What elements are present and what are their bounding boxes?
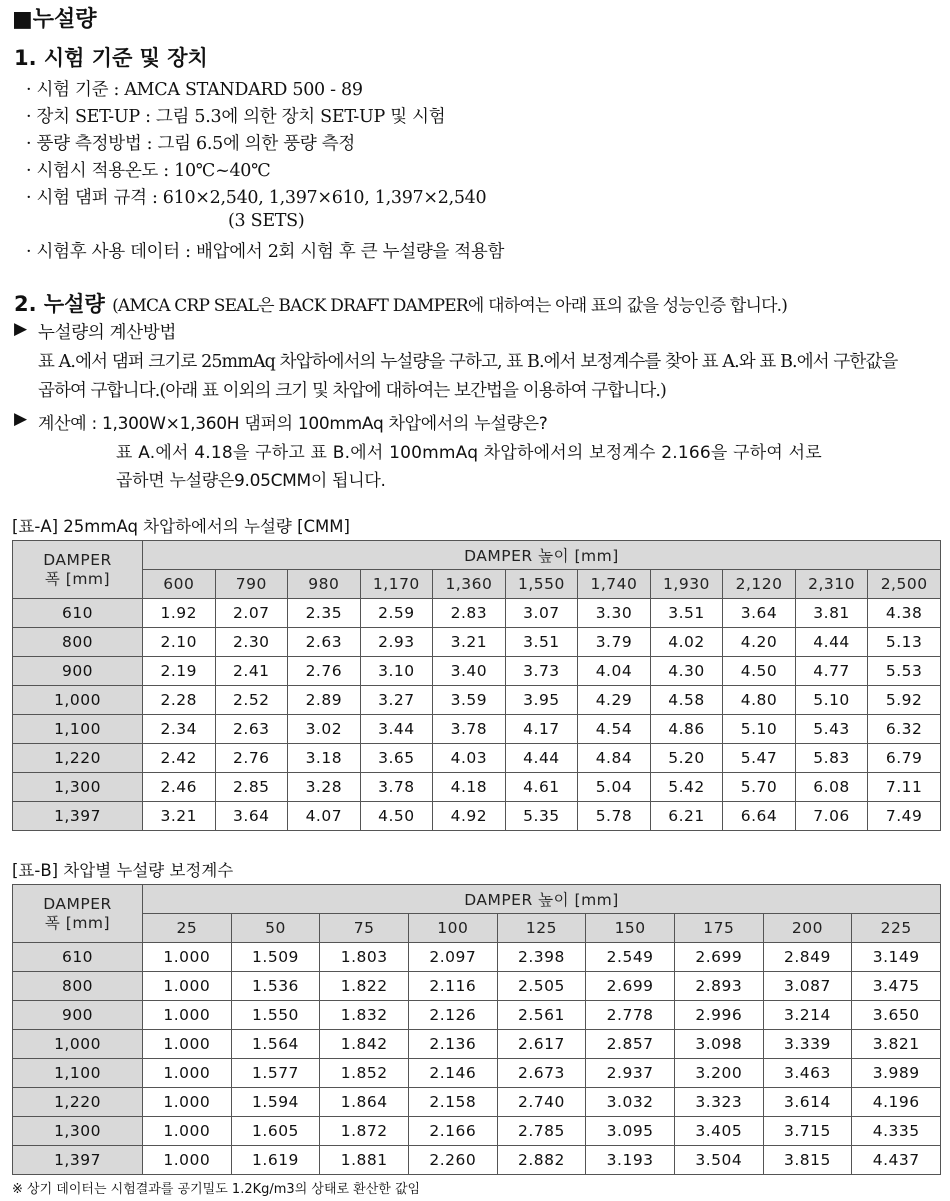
table-a-cell: 5.70 xyxy=(723,773,796,802)
table-a-row-label: 1,000 xyxy=(13,686,143,715)
table-a-cell: 7.49 xyxy=(868,802,941,831)
page-title: ■누설량 xyxy=(12,7,97,32)
spec-item-setup: · 장치 SET-UP : 그림 5.3에 의한 장치 SET-UP 및 시험 xyxy=(26,107,446,127)
table-b-cell: 1.842 xyxy=(320,1030,409,1059)
table-b-cell: 1.550 xyxy=(231,1001,320,1030)
table-b-row xyxy=(13,1030,941,1059)
table-a-row xyxy=(13,802,941,831)
table-b-group-header: DAMPER 높이 [mm] xyxy=(143,885,941,914)
table-a-cell: 4.58 xyxy=(650,686,723,715)
table-b-cell: 1.577 xyxy=(231,1059,320,1088)
table-b-cell: 2.398 xyxy=(497,943,586,972)
table-a-column-header: 1,930 xyxy=(650,570,723,599)
table-b-cell: 2.561 xyxy=(497,1001,586,1030)
table-b-cell: 1.536 xyxy=(231,972,320,1001)
table-b-column-header: 125 xyxy=(497,914,586,943)
table-b-cell: 1.000 xyxy=(143,1088,232,1117)
table-b-row-label: 800 xyxy=(13,972,143,1001)
table-a-cell: 2.19 xyxy=(143,657,216,686)
table-a-cell: 4.44 xyxy=(795,628,868,657)
table-a-row xyxy=(13,715,941,744)
table-a-corner-line1: DAMPER xyxy=(43,550,112,569)
table-a-cell: 3.27 xyxy=(360,686,433,715)
table-a-cell: 6.08 xyxy=(795,773,868,802)
table-b-row-label: 610 xyxy=(13,943,143,972)
table-a-cell: 5.13 xyxy=(868,628,941,657)
table-b-cell: 2.937 xyxy=(586,1059,675,1088)
table-a-column-header: 600 xyxy=(143,570,216,599)
table-a-row xyxy=(13,686,941,715)
table-b-cell: 2.893 xyxy=(674,972,763,1001)
table-b-cell: 2.740 xyxy=(497,1088,586,1117)
table-b-cell: 2.857 xyxy=(586,1030,675,1059)
table-b-cell: 1.852 xyxy=(320,1059,409,1088)
table-a-cell: 5.43 xyxy=(795,715,868,744)
table-b-caption: [표-B] 차압별 누설량 보정계수 xyxy=(12,861,234,880)
section2-title xyxy=(14,288,787,318)
table-b-corner-header xyxy=(13,885,143,943)
table-a-corner-header xyxy=(13,541,143,599)
table-b-cell: 1.000 xyxy=(143,943,232,972)
table-b-cell: 4.437 xyxy=(852,1146,941,1175)
table-a-row-label: 1,397 xyxy=(13,802,143,831)
table-a-cell: 4.92 xyxy=(433,802,506,831)
table-a-corner-line2: 폭 [mm] xyxy=(44,569,111,588)
table-a-cell: 4.20 xyxy=(723,628,796,657)
table-b-row xyxy=(13,1117,941,1146)
example-title: 계산예 : 1,300W×1,360H 댐퍼의 100mmAq 차압에서의 누설량은? xyxy=(38,414,548,434)
table-b-cell: 3.098 xyxy=(674,1030,763,1059)
table-a-cell: 4.30 xyxy=(650,657,723,686)
spec-item-airflow: · 풍량 측정방법 : 그림 6.5에 의한 풍량 측정 xyxy=(26,134,355,154)
table-a-cell: 2.76 xyxy=(288,657,361,686)
table-a-cell: 4.07 xyxy=(288,802,361,831)
example-line-2: 곱하면 누설량은9.05CMM이 됩니다. xyxy=(116,471,386,491)
table-b-cell: 2.785 xyxy=(497,1117,586,1146)
table-a-cell: 2.76 xyxy=(215,744,288,773)
table-a-column-header: 1,550 xyxy=(505,570,578,599)
table-b-cell: 2.166 xyxy=(408,1117,497,1146)
table-b-cell: 2.778 xyxy=(586,1001,675,1030)
table-b-row-label: 1,000 xyxy=(13,1030,143,1059)
table-a-cell: 7.06 xyxy=(795,802,868,831)
table-a-cell: 4.18 xyxy=(433,773,506,802)
table-a-row xyxy=(13,599,941,628)
table-a-cell: 7.11 xyxy=(868,773,941,802)
table-a-cell: 3.65 xyxy=(360,744,433,773)
table-a-cell: 5.42 xyxy=(650,773,723,802)
table-b-cell: 1.000 xyxy=(143,1117,232,1146)
table-a-column-header: 1,740 xyxy=(578,570,651,599)
table-a-cell: 4.54 xyxy=(578,715,651,744)
section2-title-text: 2. 누설량 xyxy=(14,292,105,316)
table-b-column-header: 200 xyxy=(763,914,852,943)
table-b-cell: 1.564 xyxy=(231,1030,320,1059)
spec-item-damper-size: · 시험 댐퍼 규격 : 610×2,540, 1,397×610, 1,397×2,540 xyxy=(26,188,487,208)
table-b-cell: 2.116 xyxy=(408,972,497,1001)
table-a-cell: 2.52 xyxy=(215,686,288,715)
table-b-cell: 3.200 xyxy=(674,1059,763,1088)
table-b-cell: 1.822 xyxy=(320,972,409,1001)
table-a-cell: 2.63 xyxy=(215,715,288,744)
table-b-cell: 2.158 xyxy=(408,1088,497,1117)
table-a-cell: 4.29 xyxy=(578,686,651,715)
table-a-cell: 4.50 xyxy=(723,657,796,686)
table-a-group-header: DAMPER 높이 [mm] xyxy=(143,541,941,570)
table-b-cell: 2.673 xyxy=(497,1059,586,1088)
table-b-row-label: 1,397 xyxy=(13,1146,143,1175)
table-a-cell: 3.21 xyxy=(433,628,506,657)
table-b-cell: 3.095 xyxy=(586,1117,675,1146)
table-a-cell: 4.86 xyxy=(650,715,723,744)
table-a-row-label: 900 xyxy=(13,657,143,686)
table-b-cell: 2.699 xyxy=(586,972,675,1001)
table-a xyxy=(12,540,941,831)
table-b-cell: 2.260 xyxy=(408,1146,497,1175)
table-a-row-label: 1,100 xyxy=(13,715,143,744)
table-a-cell: 2.34 xyxy=(143,715,216,744)
table-a-column-header: 790 xyxy=(215,570,288,599)
table-b-row-label: 900 xyxy=(13,1001,143,1030)
table-a-row-label: 610 xyxy=(13,599,143,628)
table-a-cell: 4.84 xyxy=(578,744,651,773)
triangle-bullet-icon: ▶ xyxy=(14,319,28,339)
table-a-cell: 2.59 xyxy=(360,599,433,628)
table-b-cell: 2.617 xyxy=(497,1030,586,1059)
table-a-cell: 3.30 xyxy=(578,599,651,628)
table-b-cell: 3.821 xyxy=(852,1030,941,1059)
table-b-cell: 3.087 xyxy=(763,972,852,1001)
table-a-cell: 4.04 xyxy=(578,657,651,686)
table-b-cell: 1.872 xyxy=(320,1117,409,1146)
table-a-cell: 3.64 xyxy=(215,802,288,831)
table-a-cell: 3.95 xyxy=(505,686,578,715)
table-a-cell: 3.79 xyxy=(578,628,651,657)
table-a-cell: 3.51 xyxy=(650,599,723,628)
table-b-row-label: 1,300 xyxy=(13,1117,143,1146)
table-a-cell: 2.30 xyxy=(215,628,288,657)
spec-item-sets: (3 SETS) xyxy=(228,211,305,231)
table-b-cell: 2.882 xyxy=(497,1146,586,1175)
table-b-column-header: 75 xyxy=(320,914,409,943)
table-a-cell: 4.80 xyxy=(723,686,796,715)
table-a-cell: 4.44 xyxy=(505,744,578,773)
table-b-cell: 1.803 xyxy=(320,943,409,972)
table-a-cell: 6.32 xyxy=(868,715,941,744)
table-a-cell: 5.20 xyxy=(650,744,723,773)
table-a-cell: 4.77 xyxy=(795,657,868,686)
table-a-cell: 4.02 xyxy=(650,628,723,657)
table-b-cell: 1.000 xyxy=(143,972,232,1001)
spec-item-standard: · 시험 기준 : AMCA STANDARD 500 - 89 xyxy=(26,80,363,100)
table-b-column-header: 100 xyxy=(408,914,497,943)
table-b-cell: 3.475 xyxy=(852,972,941,1001)
table-b-cell: 1.832 xyxy=(320,1001,409,1030)
table-a-cell: 4.17 xyxy=(505,715,578,744)
table-a-cell: 5.92 xyxy=(868,686,941,715)
table-a-row xyxy=(13,628,941,657)
table-a-cell: 5.53 xyxy=(868,657,941,686)
table-b-cell: 4.196 xyxy=(852,1088,941,1117)
table-b-row xyxy=(13,1059,941,1088)
table-b-cell: 2.505 xyxy=(497,972,586,1001)
table-a-cell: 3.10 xyxy=(360,657,433,686)
table-a-cell: 3.28 xyxy=(288,773,361,802)
table-b-cell: 2.097 xyxy=(408,943,497,972)
table-a-column-header: 2,500 xyxy=(868,570,941,599)
table-b-row-label: 1,100 xyxy=(13,1059,143,1088)
table-a-column-header: 1,170 xyxy=(360,570,433,599)
table-b-cell: 3.989 xyxy=(852,1059,941,1088)
table-a-cell: 3.64 xyxy=(723,599,796,628)
table-b-cell: 1.881 xyxy=(320,1146,409,1175)
table-b-cell: 3.214 xyxy=(763,1001,852,1030)
table-a-row xyxy=(13,773,941,802)
table-a-cell: 3.21 xyxy=(143,802,216,831)
table-a-row-label: 1,300 xyxy=(13,773,143,802)
table-b-cell: 1.605 xyxy=(231,1117,320,1146)
table-a-column-header: 2,120 xyxy=(723,570,796,599)
table-a-cell: 3.78 xyxy=(433,715,506,744)
table-a-cell: 5.83 xyxy=(795,744,868,773)
table-a-cell: 5.10 xyxy=(723,715,796,744)
table-b xyxy=(12,884,941,1175)
table-a-cell: 2.35 xyxy=(288,599,361,628)
table-b-cell: 3.032 xyxy=(586,1088,675,1117)
method-title: 누설량의 계산방법 xyxy=(38,323,177,343)
table-a-cell: 3.18 xyxy=(288,744,361,773)
table-b-corner-line2: 폭 [mm] xyxy=(44,913,111,932)
table-a-column-header: 2,310 xyxy=(795,570,868,599)
table-a-cell: 2.41 xyxy=(215,657,288,686)
table-a-cell: 6.21 xyxy=(650,802,723,831)
spec-item-temperature: · 시험시 적용온도 : 10℃~40℃ xyxy=(26,161,271,181)
table-a-cell: 4.38 xyxy=(868,599,941,628)
table-b-cell: 3.614 xyxy=(763,1088,852,1117)
table-a-cell: 2.83 xyxy=(433,599,506,628)
table-b-cell: 3.504 xyxy=(674,1146,763,1175)
table-b-column-header: 225 xyxy=(852,914,941,943)
table-b-cell: 3.149 xyxy=(852,943,941,972)
table-a-cell: 2.42 xyxy=(143,744,216,773)
table-a-cell: 3.07 xyxy=(505,599,578,628)
table-b-cell: 1.000 xyxy=(143,1146,232,1175)
table-b-cell: 2.136 xyxy=(408,1030,497,1059)
table-b-cell: 1.000 xyxy=(143,1001,232,1030)
section2-note: (AMCA CRP SEAL은 BACK DRAFT DAMPER에 대하여는 아래 표의 값을 성능인증 합니다.) xyxy=(112,296,788,316)
table-b-cell: 2.996 xyxy=(674,1001,763,1030)
table-a-cell: 4.50 xyxy=(360,802,433,831)
table-a-row-label: 1,220 xyxy=(13,744,143,773)
table-b-cell: 3.463 xyxy=(763,1059,852,1088)
table-b-row xyxy=(13,1088,941,1117)
table-b-cell: 2.146 xyxy=(408,1059,497,1088)
table-a-cell: 1.92 xyxy=(143,599,216,628)
table-a-column-header: 1,360 xyxy=(433,570,506,599)
table-b-cell: 3.715 xyxy=(763,1117,852,1146)
table-b-cell: 2.699 xyxy=(674,943,763,972)
table-b-column-header: 150 xyxy=(586,914,675,943)
table-a-cell: 6.64 xyxy=(723,802,796,831)
table-b-column-header: 175 xyxy=(674,914,763,943)
example-line-1: 표 A.에서 4.18을 구하고 표 B.에서 100mmAq 차압하에서의 보정계수 2.166을 구하여 서로 xyxy=(116,443,822,463)
table-a-cell: 3.81 xyxy=(795,599,868,628)
method-line-1: 표 A.에서 댐퍼 크기로 25mmAq 차압하에서의 누설량을 구하고, 표 B.에서 보정계수를 찾아 표 A.와 표 B.에서 구한값을 xyxy=(38,352,898,372)
table-b-cell: 3.650 xyxy=(852,1001,941,1030)
table-a-cell: 4.61 xyxy=(505,773,578,802)
table-a-cell: 2.07 xyxy=(215,599,288,628)
table-b-corner-line1: DAMPER xyxy=(43,894,112,913)
table-b-column-header: 50 xyxy=(231,914,320,943)
table-a-column-header: 980 xyxy=(288,570,361,599)
table-b-cell: 1.000 xyxy=(143,1030,232,1059)
table-b-cell: 2.549 xyxy=(586,943,675,972)
table-a-cell: 5.47 xyxy=(723,744,796,773)
table-b-cell: 4.335 xyxy=(852,1117,941,1146)
table-a-cell: 3.78 xyxy=(360,773,433,802)
table-a-row xyxy=(13,744,941,773)
table-a-cell: 2.93 xyxy=(360,628,433,657)
table-b-cell: 3.405 xyxy=(674,1117,763,1146)
table-b-row xyxy=(13,1001,941,1030)
table-a-cell: 5.78 xyxy=(578,802,651,831)
table-b-cell: 1.619 xyxy=(231,1146,320,1175)
table-a-cell: 2.85 xyxy=(215,773,288,802)
table-a-cell: 5.35 xyxy=(505,802,578,831)
table-a-cell: 3.51 xyxy=(505,628,578,657)
spec-item-data-usage: · 시험후 사용 데이터 : 배압에서 2회 시험 후 큰 누설량을 적용함 xyxy=(26,242,505,262)
table-b-row xyxy=(13,943,941,972)
table-a-cell: 2.46 xyxy=(143,773,216,802)
table-a-cell: 3.02 xyxy=(288,715,361,744)
table-a-cell: 3.40 xyxy=(433,657,506,686)
table-b-cell: 3.815 xyxy=(763,1146,852,1175)
table-b-cell: 3.339 xyxy=(763,1030,852,1059)
table-a-row-label: 800 xyxy=(13,628,143,657)
table-b-cell: 3.193 xyxy=(586,1146,675,1175)
table-a-cell: 5.04 xyxy=(578,773,651,802)
table-a-caption: [표-A] 25mmAq 차압하에서의 누설량 [CMM] xyxy=(12,517,350,536)
table-b-cell: 1.509 xyxy=(231,943,320,972)
table-b-cell: 1.000 xyxy=(143,1059,232,1088)
table-a-cell: 3.59 xyxy=(433,686,506,715)
table-b-cell: 1.864 xyxy=(320,1088,409,1117)
method-line-2: 곱하여 구합니다.(아래 표 이외의 크기 및 차압에 대하여는 보간법을 이용하여 구합니다.) xyxy=(38,381,666,401)
table-b-cell: 3.323 xyxy=(674,1088,763,1117)
section1-title: 1. 시험 기준 및 장치 xyxy=(14,46,208,70)
table-b-row xyxy=(13,1146,941,1175)
table-a-cell: 5.10 xyxy=(795,686,868,715)
table-b-column-header: 25 xyxy=(143,914,232,943)
table-a-cell: 4.03 xyxy=(433,744,506,773)
table-b-row-label: 1,220 xyxy=(13,1088,143,1117)
table-b-cell: 1.594 xyxy=(231,1088,320,1117)
table-a-cell: 2.10 xyxy=(143,628,216,657)
table-a-cell: 2.89 xyxy=(288,686,361,715)
table-b-row xyxy=(13,972,941,1001)
footnote: ※ 상기 데이터는 시험결과를 공기밀도 1.2Kg/m3의 상태로 환산한 값임 xyxy=(12,1182,421,1197)
table-a-cell: 2.28 xyxy=(143,686,216,715)
table-b-cell: 2.126 xyxy=(408,1001,497,1030)
triangle-bullet-icon: ▶ xyxy=(14,409,28,429)
table-a-row xyxy=(13,657,941,686)
table-a-cell: 3.73 xyxy=(505,657,578,686)
table-b-cell: 2.849 xyxy=(763,943,852,972)
table-a-cell: 3.44 xyxy=(360,715,433,744)
table-a-cell: 2.63 xyxy=(288,628,361,657)
table-a-cell: 6.79 xyxy=(868,744,941,773)
